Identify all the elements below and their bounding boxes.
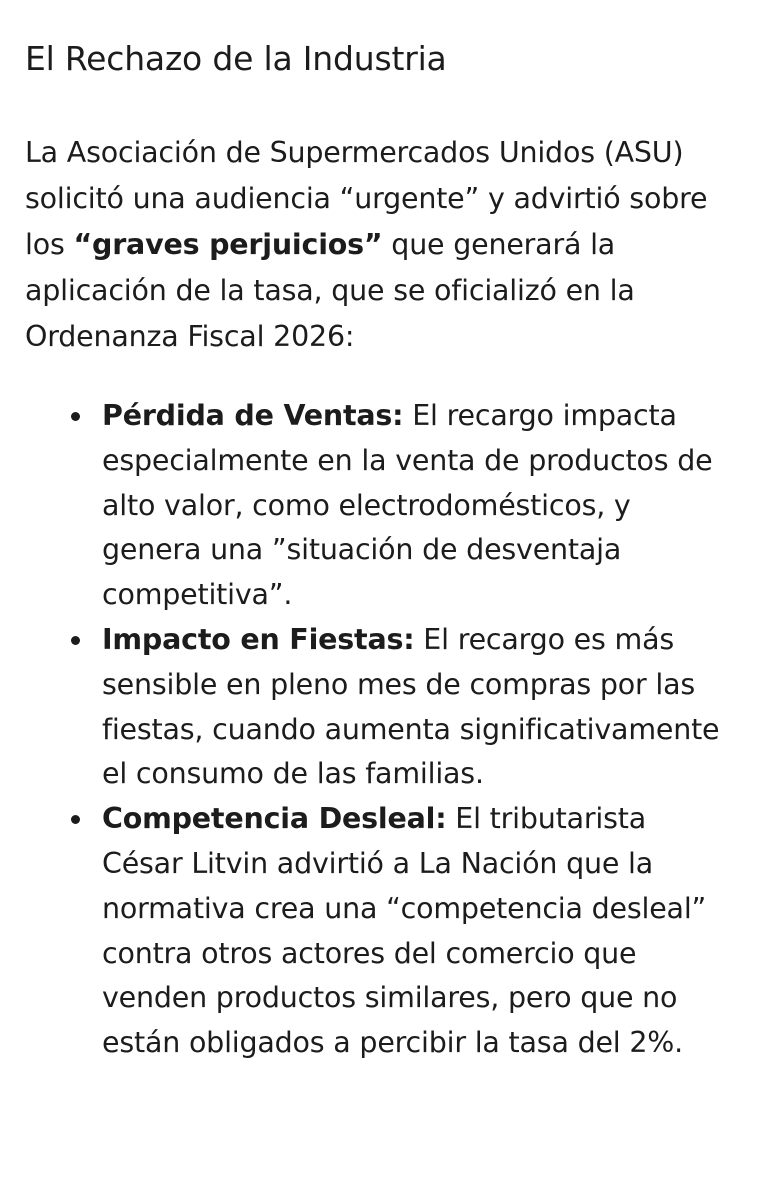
bullet-body [102, 623, 719, 790]
bullet-body [102, 399, 712, 611]
intro-text-before: La Asociación de Supermercados Unidos (ASU) solicitó una audiencia “urgente” y advirtió sobre los [25, 136, 708, 261]
list-item [25, 797, 734, 1066]
bullet-dot-icon [71, 636, 80, 645]
intro-emphasis: “graves perjuicios” [73, 228, 383, 261]
bullet-text: El tributarista César Litvin advirtió a La Nación que la normativa crea una “competencia desleal” contra otros actores del comercio que venden productos similares, pero que no están obligados a percibir la tasa del 2%. [102, 802, 707, 1060]
bullet-list [25, 394, 734, 1066]
list-item [25, 618, 734, 797]
bullet-dot-icon [71, 412, 80, 421]
section-heading: El Rechazo de la Industria [25, 39, 447, 78]
bullet-body [102, 802, 706, 1059]
intro-paragraph [25, 130, 734, 360]
bullet-dot-icon [71, 815, 80, 824]
bullet-title: Competencia Desleal: [102, 802, 447, 836]
bullet-text: El recargo impacta especialmente en la venta de productos de alto valor, como electrodomésticos, y genera una ”situación de desventaja competitiva”. [102, 399, 713, 612]
bullet-title: Impacto en Fiestas: [102, 622, 415, 656]
list-item [25, 394, 734, 618]
bullet-title: Pérdida de Ventas: [102, 399, 404, 432]
bullet-text: El recargo es más sensible en pleno mes de compras por las fiestas, cuando aumenta significativamente el consumo de las familias. [102, 622, 720, 791]
intro-text-after: que generará la aplicación de la tasa, que se oficializó en la Ordenanza Fiscal 2026: [25, 228, 635, 353]
